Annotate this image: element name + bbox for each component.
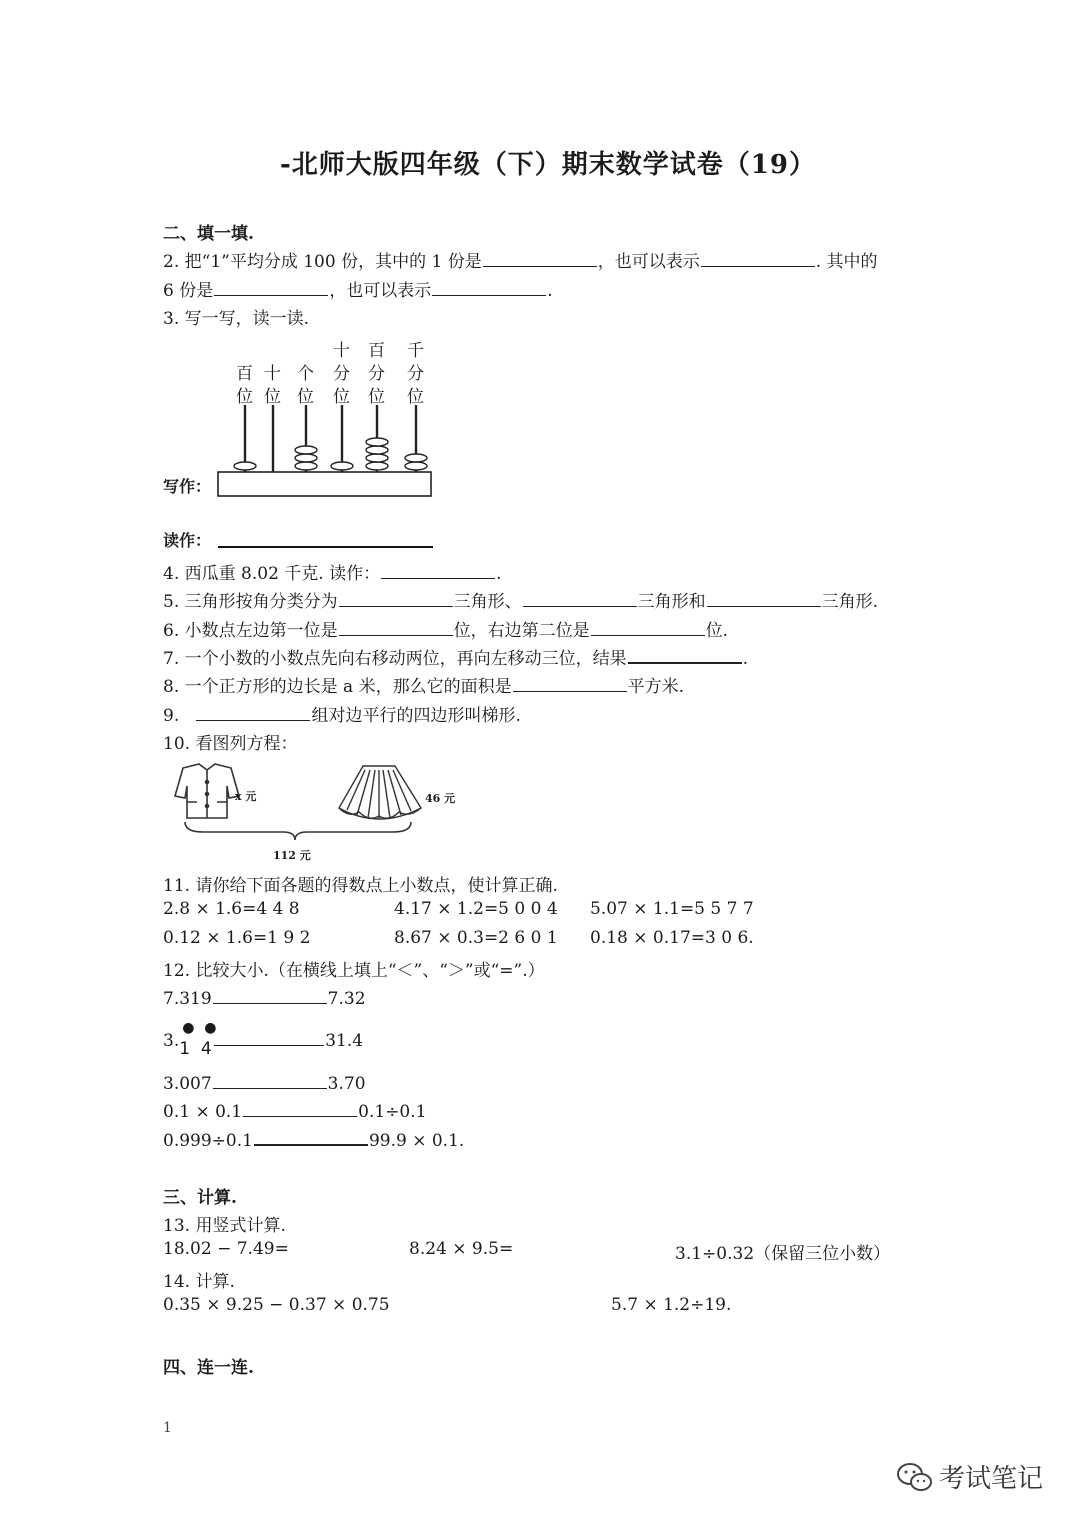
- watermark: [895, 1458, 1043, 1495]
- compare-item: [163, 1126, 464, 1151]
- read-answer-line[interactable]: [218, 530, 433, 548]
- compare-right: 7.32: [327, 989, 366, 1009]
- q7-end: .: [742, 649, 749, 669]
- abacus-label-char: 分: [333, 364, 350, 384]
- watermark-text: 考试笔记: [939, 1464, 1044, 1494]
- q5-text-c: 三角形和: [637, 592, 706, 612]
- abacus-label-char: 位: [368, 387, 385, 407]
- abacus-bead: [405, 462, 427, 470]
- calc-item: 5.07 × 1.1=5 5 7 7: [590, 899, 754, 919]
- compare-left: 0.999÷0.1: [163, 1131, 253, 1151]
- question-8: [163, 672, 684, 697]
- abacus-bead: [234, 462, 256, 470]
- abacus-label-char: 十: [264, 364, 281, 384]
- section-heading-4: 四、连一连.: [163, 1358, 254, 1378]
- compare-right: 0.1÷0.1: [358, 1102, 427, 1122]
- answer-blank[interactable]: [254, 1126, 368, 1146]
- compare-left: 7.319: [163, 989, 212, 1009]
- question-2-line-1: [163, 247, 878, 272]
- abacus-bead: [331, 462, 353, 470]
- abacus-bead: [405, 454, 427, 462]
- answer-blank[interactable]: [513, 673, 627, 692]
- q2-text-f: .: [547, 281, 553, 301]
- question-5: [163, 587, 878, 612]
- abacus-label-char: 分: [368, 364, 385, 384]
- compare-item: [163, 1098, 426, 1122]
- q2-text-d: 6 份是: [163, 281, 214, 301]
- compare-item: [163, 1070, 366, 1094]
- answer-blank[interactable]: [628, 644, 742, 664]
- page-number: 1: [163, 1420, 172, 1436]
- q2-text-a: 2. 把“1”平均分成 100 份，其中的 1 份是: [163, 252, 482, 272]
- repeating-digit: 1: [179, 1039, 191, 1059]
- question-11: 11. 请你给下面各题的得数点上小数点，使计算正确.: [163, 876, 558, 896]
- abacus-label-char: 十: [333, 341, 350, 361]
- answer-blank[interactable]: [701, 248, 815, 267]
- question-14: 14. 计算.: [163, 1272, 235, 1292]
- abacus-bead: [295, 454, 317, 462]
- answer-blank[interactable]: [339, 617, 453, 636]
- write-label: 写作：: [163, 477, 212, 496]
- answer-blank[interactable]: [214, 277, 328, 296]
- answer-blank[interactable]: [381, 560, 495, 579]
- abacus-bead: [366, 454, 388, 462]
- abacus-label-char: 分: [407, 364, 424, 384]
- question-6: [163, 616, 728, 641]
- repeat-dot: ●: [204, 1020, 217, 1036]
- abacus-label-char: 位: [407, 387, 424, 407]
- q2-text-b: ，也可以表示: [597, 252, 700, 272]
- q8-text: 8. 一个正方形的边长是 a 米，那么它的面积是: [163, 677, 512, 697]
- page-title: -北师大版四年级（下）期末数学试卷（19）: [280, 150, 816, 180]
- abacus-bead: [295, 462, 317, 470]
- question-4: [163, 559, 502, 584]
- q7-text: 7. 一个小数的小数点先向右移动两位，再向左移动三位，结果: [163, 649, 627, 669]
- abacus-label-char: 位: [333, 387, 350, 407]
- q6-text-c: 位.: [705, 621, 729, 641]
- q9-text: 组对边平行的四边形叫梯形.: [311, 706, 521, 726]
- section-heading-2: 二、填一填.: [163, 224, 254, 244]
- calc-item: 0.12 × 1.6=1 9 2: [163, 928, 311, 948]
- q4-end: .: [496, 564, 502, 584]
- abacus-label-char: 百: [368, 341, 385, 361]
- q6-text-a: 6. 小数点左边第一位是: [163, 621, 338, 641]
- q5-text-a: 5. 三角形按角分类分为: [163, 592, 338, 612]
- question-12: 12. 比较大小.（在横线上填上“＜”、“＞”或“=”.）: [163, 961, 545, 981]
- q2-text-c: . 其中的: [815, 252, 878, 272]
- answer-blank[interactable]: [196, 702, 310, 721]
- wechat-icon: [895, 1461, 935, 1493]
- abacus-label-char: 位: [264, 387, 281, 407]
- section-heading-3: 三、计算.: [163, 1188, 237, 1208]
- abacus-figure: [163, 335, 438, 550]
- compare-left: 3.007: [163, 1074, 212, 1094]
- abacus-bead: [366, 446, 388, 454]
- q8-end: 平方米.: [627, 677, 684, 697]
- q5-text-b: 三角形、: [453, 592, 522, 612]
- answer-blank[interactable]: [213, 1070, 327, 1089]
- answer-blank[interactable]: [707, 588, 821, 607]
- q4-text: 4. 西瓜重 8.02 千克. 读作：: [163, 564, 381, 584]
- answer-blank[interactable]: [214, 1027, 324, 1046]
- answer-blank[interactable]: [213, 985, 327, 1004]
- calc-item: 8.24 × 9.5=: [409, 1239, 514, 1259]
- repeating-digit: 4: [200, 1039, 212, 1059]
- abacus-label-char: 位: [297, 387, 314, 407]
- question-9: [163, 701, 521, 726]
- q5-text-d: 三角形.: [821, 592, 879, 612]
- abacus-label-char: 位: [236, 387, 253, 407]
- abacus-frame: [218, 472, 431, 496]
- skirt-price-label: 46 元: [425, 792, 456, 805]
- clothes-drawing: [163, 760, 468, 865]
- read-label: 读作：: [163, 531, 212, 550]
- repeat-dot: ●: [182, 1020, 195, 1036]
- answer-blank[interactable]: [432, 277, 546, 296]
- skirt-icon: [339, 766, 421, 819]
- question-2-line-2: [163, 276, 553, 301]
- calc-item: 4.17 × 1.2=5 0 0 4: [394, 899, 558, 919]
- compare-right: 99.9 × 0.1.: [368, 1131, 465, 1151]
- answer-blank[interactable]: [483, 248, 597, 267]
- q9-number: 9.: [163, 706, 180, 726]
- answer-blank[interactable]: [591, 617, 705, 636]
- abacus-label-char: 千: [407, 341, 424, 361]
- equation-figure: [163, 760, 468, 865]
- calc-item: 0.35 × 9.25 − 0.37 × 0.75: [163, 1295, 390, 1315]
- answer-blank[interactable]: [243, 1098, 357, 1117]
- brace: [185, 822, 411, 840]
- calc-item: 8.67 × 0.3=2 6 0 1: [394, 928, 558, 948]
- question-3: 3. 写一写，读一读.: [163, 309, 310, 329]
- calc-item: 18.02 − 7.49=: [163, 1239, 289, 1259]
- shirt-icon: [175, 764, 239, 818]
- compare-item: [163, 985, 366, 1009]
- compare-right: 3.70: [327, 1074, 366, 1094]
- question-7: [163, 644, 748, 669]
- compare-right: 31.4: [325, 1031, 364, 1051]
- calc-item: 2.8 × 1.6=4 4 8: [163, 899, 300, 919]
- q2-text-e: ，也可以表示: [329, 281, 432, 301]
- answer-blank[interactable]: [523, 588, 637, 607]
- answer-blank[interactable]: [339, 588, 453, 607]
- compare-left: 3.: [163, 1031, 180, 1051]
- abacus-label-char: 个: [297, 364, 314, 384]
- shirt-price-label: x 元: [235, 790, 257, 803]
- abacus-bead: [366, 438, 388, 446]
- question-13: 13. 用竖式计算.: [163, 1216, 286, 1236]
- question-10: 10. 看图列方程：: [163, 734, 298, 754]
- total-price-label: 112 元: [273, 849, 311, 862]
- calc-item: 5.7 × 1.2÷19.: [611, 1295, 732, 1315]
- abacus-bead: [295, 446, 317, 454]
- calc-item: 3.1÷0.32（保留三位小数）: [675, 1244, 891, 1264]
- compare-left: 0.1 × 0.1: [163, 1102, 243, 1122]
- calc-item: 0.18 × 0.17=3 0 6.: [590, 928, 754, 948]
- abacus-drawing: [163, 335, 438, 550]
- abacus-label-char: 百: [236, 364, 253, 384]
- abacus-bead: [366, 462, 388, 470]
- compare-item: [163, 1020, 364, 1059]
- q6-text-b: 位，右边第二位是: [453, 621, 590, 641]
